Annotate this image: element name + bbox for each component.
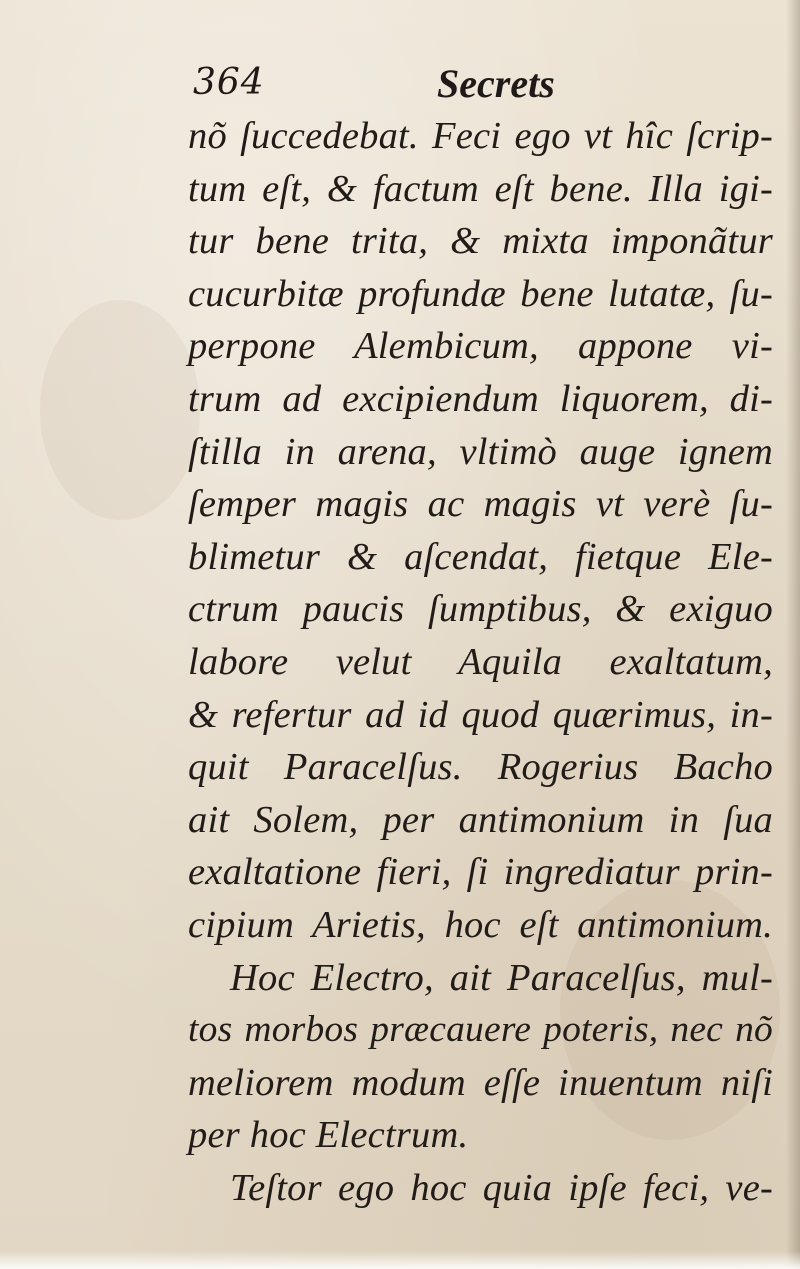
text-line: exaltatione fieri, ſi ingrediatur prin-	[188, 851, 773, 894]
text-line: tum eſt, & factum eſt bene. Illa igi-	[188, 167, 773, 210]
paragraph-start-line: Teſtor ego hoc quia ipſe feci, ve-	[230, 1166, 773, 1209]
text-line: ait Solem, per antimonium in ſua	[188, 798, 773, 841]
paragraph-start-line: Hoc Electro, ait Paracelſus, mul-	[230, 956, 773, 999]
text-line: labore velut Aquila exaltatum,	[188, 640, 773, 683]
running-head: Secrets	[437, 61, 555, 106]
page-edge-shadow	[786, 0, 800, 1269]
text-line: & refertur ad id quod quærimus, in-	[188, 693, 773, 736]
text-line: quit Paracelſus. Rogerius Bacho	[188, 746, 773, 789]
text-line: nõ ſuccedebat. Feci ego vt hîc ſcrip-	[188, 115, 773, 157]
body-text	[188, 110, 773, 1214]
text-line: tos morbos præcauere poteris, nec nõ	[188, 1009, 773, 1051]
text-line: ſemper magis ac magis vt verè ſu-	[188, 483, 773, 526]
paper-stain	[40, 300, 200, 520]
text-line: ſtilla in arena, vltimò auge ignem	[188, 430, 773, 473]
text-line: cipium Arietis, hoc eſt antimonium.	[188, 903, 773, 946]
paragraph-end-line: per hoc Electrum.	[188, 1114, 469, 1157]
text-line: cucurbitæ profundæ bene lutatæ, ſu-	[188, 272, 773, 315]
text-line: meliorem modum eſſe inuentum niſi	[188, 1061, 773, 1104]
page-header	[193, 62, 753, 112]
page-bottom-margin	[0, 1251, 800, 1269]
text-line: tur bene trita, & mixta imponãtur	[188, 220, 773, 263]
text-line: ctrum paucis ſumptibus, & exiguo	[188, 588, 773, 631]
text-line: perpone Alembicum, appone vi-	[188, 325, 773, 368]
text-line: trum ad excipiendum liquorem, di-	[188, 377, 773, 420]
page-number: 364	[193, 62, 265, 103]
text-line: blimetur & aſcendat, fietque Ele-	[188, 535, 773, 578]
